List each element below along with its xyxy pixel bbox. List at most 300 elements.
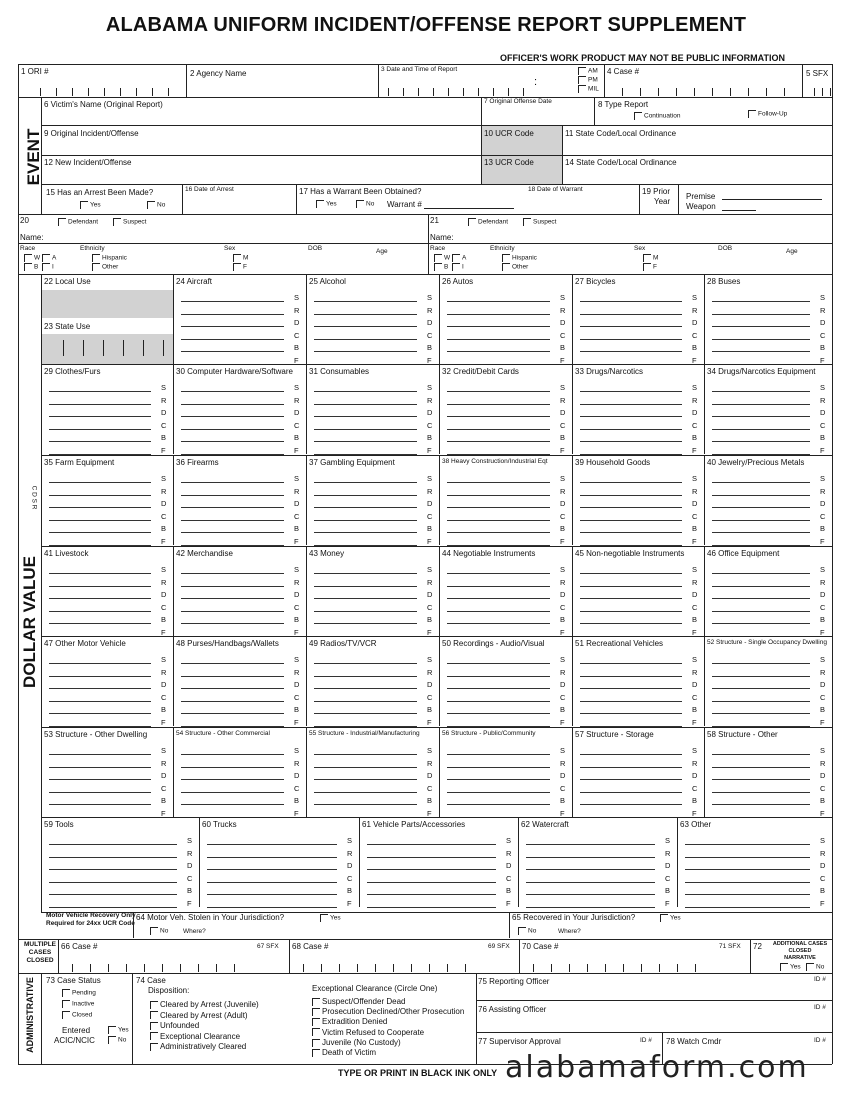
sex-m-checkbox[interactable] (643, 254, 651, 262)
property-30-computer-hardware-software-value-line[interactable] (181, 416, 284, 417)
property-59-tools-title: 59 Tools (44, 820, 74, 829)
property-60-trucks-value-line[interactable] (207, 844, 337, 845)
property-44-negotiable-instruments-value-line[interactable] (447, 598, 550, 599)
property-36-firearms-value-line[interactable] (181, 495, 284, 496)
property-57-structure-storage-value-line[interactable] (580, 804, 682, 805)
property-28-buses-value-line[interactable] (712, 339, 810, 340)
property-44-negotiable-instruments-value-line[interactable] (447, 623, 550, 624)
property-63-other-value-line[interactable] (685, 857, 810, 858)
property-37-gambling-equipment-value-line[interactable] (314, 482, 417, 483)
property-37-gambling-equipment-value-line[interactable] (314, 532, 417, 533)
property-50-recordings-audio-visual-value-line[interactable] (447, 701, 550, 702)
property-46-office-equipment-value-line[interactable] (712, 623, 810, 624)
property-53-structure-other-dwelling-value-line[interactable] (49, 792, 151, 793)
exceptional-clearance-checkbox[interactable] (312, 1049, 320, 1057)
race-i-checkbox[interactable] (452, 263, 460, 271)
property-56-structure-public-community-value-line[interactable] (447, 792, 550, 793)
property-63-other-value-line[interactable] (685, 894, 810, 895)
warrant-no-checkbox[interactable] (356, 200, 364, 208)
property-48-purses-handbags-wallets-value-line[interactable] (181, 701, 284, 702)
disposition-checkbox[interactable] (150, 1001, 158, 1009)
hispanic-checkbox[interactable] (92, 254, 100, 262)
mil-checkbox[interactable] (578, 85, 586, 93)
property-54-structure-other-commercial-letter: S (294, 746, 300, 755)
property-34-drugs-narcotics-equipment-value-line[interactable] (712, 391, 810, 392)
property-24-aircraft-value-line[interactable] (181, 314, 284, 315)
property-41-livestock-value-line[interactable] (49, 586, 151, 587)
property-25-alcohol-value-line[interactable] (314, 339, 417, 340)
property-32-credit-debit-cards-value-line[interactable] (447, 416, 550, 417)
sex-f-checkbox[interactable] (643, 263, 651, 271)
property-34-drugs-narcotics-equipment-value-line[interactable] (712, 429, 810, 430)
property-62-watercraft-value-line[interactable] (526, 844, 655, 845)
property-25-alcohol-value-line[interactable] (314, 326, 417, 327)
defendant-checkbox[interactable] (58, 218, 66, 226)
property-40-jewelry-precious-metals-value-line[interactable] (712, 495, 810, 496)
sfx-digit-tick (822, 88, 823, 96)
property-24-aircraft-value-line[interactable] (181, 339, 284, 340)
property-52-structure-single-occupancy-dwelling-value-line[interactable] (712, 701, 810, 702)
premise-label: Premise (686, 192, 716, 201)
property-38-heavy-construction-industrial-eqt-value-line[interactable] (447, 507, 550, 508)
property-49-radios-tv-vcr-value-line[interactable] (314, 688, 417, 689)
property-63-other-value-line[interactable] (685, 907, 810, 908)
property-55-structure-industrial-manufacturing-value-line[interactable] (314, 779, 417, 780)
property-51-recreational-vehicles-value-line[interactable] (580, 663, 682, 664)
property-34-drugs-narcotics-equipment-letter: C (820, 420, 826, 430)
property-24-aircraft-value-line[interactable] (181, 301, 284, 302)
property-38-heavy-construction-industrial-eqt-value-line[interactable] (447, 482, 550, 483)
property-42-merchandise-value-line[interactable] (181, 611, 284, 612)
property-49-radios-tv-vcr-value-line[interactable] (314, 701, 417, 702)
property-62-watercraft-value-line[interactable] (526, 907, 655, 908)
ethnicity-other-checkbox[interactable] (502, 263, 510, 271)
property-62-watercraft-value-line[interactable] (526, 882, 655, 883)
property-29-clothes-furs-value-line[interactable] (49, 391, 151, 392)
property-35-farm-equipment-letter: D (161, 499, 167, 508)
warrant-yes-checkbox[interactable] (316, 200, 324, 208)
property-49-radios-tv-vcr-value-line[interactable] (314, 676, 417, 677)
property-43-money-value-line[interactable] (314, 623, 417, 624)
property-50-recordings-audio-visual-value-line[interactable] (447, 688, 550, 689)
property-55-structure-industrial-manufacturing-title: 55 Structure - Industrial/Manufacturing (309, 730, 420, 737)
race-a-checkbox[interactable] (452, 254, 460, 262)
property-53-structure-other-dwelling-value-line[interactable] (49, 804, 151, 805)
property-51-recreational-vehicles-value-line[interactable] (580, 688, 682, 689)
property-52-structure-single-occupancy-dwelling-value-line[interactable] (712, 688, 810, 689)
property-46-office-equipment-value-line[interactable] (712, 611, 810, 612)
property-31-consumables-value-line[interactable] (314, 441, 417, 442)
property-40-jewelry-precious-metals-value-line[interactable] (712, 482, 810, 483)
race-w-checkbox[interactable] (24, 254, 32, 262)
property-54-structure-other-commercial-value-line[interactable] (181, 754, 284, 755)
property-57-structure-storage-value-line[interactable] (580, 779, 682, 780)
sex-m-checkbox[interactable] (233, 254, 241, 262)
property-43-money-value-line[interactable] (314, 573, 417, 574)
property-33-drugs-narcotics-value-line[interactable] (580, 391, 682, 392)
property-40-jewelry-precious-metals-value-line[interactable] (712, 507, 810, 508)
property-27-bicycles-value-line[interactable] (580, 351, 682, 352)
pm-checkbox[interactable] (578, 76, 586, 84)
property-58-structure-other-value-line[interactable] (712, 754, 810, 755)
property-61-vehicle-parts-accessories-value-line[interactable] (367, 882, 496, 883)
property-54-structure-other-commercial-title: 54 Structure - Other Commercial (176, 730, 270, 737)
property-57-structure-storage-value-line[interactable] (580, 767, 682, 768)
exceptional-clearance-checkbox[interactable] (312, 1039, 320, 1047)
property-61-vehicle-parts-accessories-letter: F (506, 898, 511, 908)
property-54-structure-other-commercial-letter: F (294, 808, 299, 818)
property-30-computer-hardware-software-value-line[interactable] (181, 441, 284, 442)
property-43-money-value-line[interactable] (314, 611, 417, 612)
defendant-label: Defendant (68, 218, 98, 226)
property-61-vehicle-parts-accessories-value-line[interactable] (367, 869, 496, 870)
property-60-trucks-value-line[interactable] (207, 869, 337, 870)
inactive-checkbox[interactable] (62, 1000, 70, 1008)
continuation-checkbox[interactable] (634, 112, 642, 120)
disposition-checkbox[interactable] (150, 1043, 158, 1051)
property-51-recreational-vehicles-value-line[interactable] (580, 701, 682, 702)
suspect-checkbox[interactable] (113, 218, 121, 226)
property-25-alcohol-letter: B (427, 343, 433, 352)
property-44-negotiable-instruments-value-line[interactable] (447, 586, 550, 587)
property-35-farm-equipment-value-line[interactable] (49, 520, 151, 521)
recovered-yes-checkbox[interactable] (660, 914, 668, 922)
arrest-no-checkbox[interactable] (147, 201, 155, 209)
property-59-tools-value-line[interactable] (49, 844, 177, 845)
property-33-drugs-narcotics-value-line[interactable] (580, 429, 682, 430)
case-digit-tick (569, 964, 570, 972)
property-36-firearms-value-line[interactable] (181, 482, 284, 483)
narrative-no-label: No (816, 963, 825, 971)
property-33-drugs-narcotics-value-line[interactable] (580, 441, 682, 442)
case-digit-tick (465, 964, 466, 972)
property-27-bicycles-value-line[interactable] (580, 326, 682, 327)
property-53-structure-other-dwelling-value-line[interactable] (49, 754, 151, 755)
property-41-livestock-value-line[interactable] (49, 598, 151, 599)
ethnicity-other-checkbox[interactable] (92, 263, 100, 271)
pending-checkbox[interactable] (62, 989, 70, 997)
race-w-checkbox[interactable] (434, 254, 442, 262)
property-35-farm-equipment-value-line[interactable] (49, 482, 151, 483)
arrest-yes-checkbox[interactable] (80, 201, 88, 209)
property-34-drugs-narcotics-equipment-letter: D (820, 408, 826, 417)
property-60-trucks-value-line[interactable] (207, 857, 337, 858)
property-52-structure-single-occupancy-dwelling-value-line[interactable] (712, 663, 810, 664)
property-54-structure-other-commercial-value-line[interactable] (181, 804, 284, 805)
suspect-checkbox[interactable] (523, 218, 531, 226)
property-60-trucks-value-line[interactable] (207, 907, 337, 908)
race-a-checkbox[interactable] (42, 254, 50, 262)
acic-yes-checkbox[interactable] (108, 1026, 116, 1034)
property-32-credit-debit-cards-value-line[interactable] (447, 429, 550, 430)
property-35-farm-equipment-value-line[interactable] (49, 495, 151, 496)
property-36-firearms-value-line[interactable] (181, 507, 284, 508)
property-46-office-equipment-value-line[interactable] (712, 573, 810, 574)
exceptional-clearance-checkbox[interactable] (312, 1008, 320, 1016)
sex-f-checkbox[interactable] (233, 263, 241, 271)
property-60-trucks-title: 60 Trucks (202, 820, 237, 829)
race-b-checkbox[interactable] (24, 263, 32, 271)
property-30-computer-hardware-software-value-line[interactable] (181, 391, 284, 392)
am-checkbox[interactable] (578, 67, 586, 75)
property-29-clothes-furs-value-line[interactable] (49, 429, 151, 430)
property-31-consumables-value-line[interactable] (314, 429, 417, 430)
property-51-recreational-vehicles-value-line[interactable] (580, 676, 682, 677)
narrative-no-checkbox[interactable] (806, 963, 814, 971)
property-63-other-value-line[interactable] (685, 844, 810, 845)
exceptional-clearance-title: Exceptional Clearance (Circle One) (312, 984, 438, 993)
property-40-jewelry-precious-metals-letter: C (820, 511, 826, 521)
narrative-yes-checkbox[interactable] (780, 963, 788, 971)
property-29-clothes-furs-value-line[interactable] (49, 416, 151, 417)
property-49-radios-tv-vcr-value-line[interactable] (314, 663, 417, 664)
property-33-drugs-narcotics-value-line[interactable] (580, 416, 682, 417)
property-25-alcohol-value-line[interactable] (314, 301, 417, 302)
property-32-credit-debit-cards-value-line[interactable] (447, 441, 550, 442)
property-42-merchandise-letter: S (294, 565, 300, 574)
property-37-gambling-equipment-letter: S (427, 474, 433, 483)
property-60-trucks-letter: B (347, 886, 353, 895)
property-26-autos-value-line[interactable] (447, 301, 550, 302)
property-30-computer-hardware-software-value-line[interactable] (181, 404, 284, 405)
property-47-other-motor-vehicle-value-line[interactable] (49, 676, 151, 677)
property-39-household-goods-value-line[interactable] (580, 495, 682, 496)
property-41-livestock-value-line[interactable] (49, 611, 151, 612)
exceptional-clearance-checkbox[interactable] (312, 1028, 320, 1036)
property-30-computer-hardware-software-letter: B (294, 433, 300, 442)
property-59-tools-value-line[interactable] (49, 882, 177, 883)
race-i-checkbox[interactable] (42, 263, 50, 271)
property-26-autos-value-line[interactable] (447, 314, 550, 315)
closed-checkbox[interactable] (62, 1011, 70, 1019)
property-47-other-motor-vehicle-value-line[interactable] (49, 701, 151, 702)
property-59-tools-value-line[interactable] (49, 907, 177, 908)
property-52-structure-single-occupancy-dwelling-value-line[interactable] (712, 676, 810, 677)
property-62-watercraft-value-line[interactable] (526, 857, 655, 858)
property-50-recordings-audio-visual-value-line[interactable] (447, 713, 550, 714)
property-45-non-negotiable-instruments-value-line[interactable] (580, 586, 682, 587)
property-28-buses-value-line[interactable] (712, 301, 810, 302)
property-58-structure-other-value-line[interactable] (712, 767, 810, 768)
exceptional-clearance-checkbox[interactable] (312, 1018, 320, 1026)
property-45-non-negotiable-instruments-value-line[interactable] (580, 623, 682, 624)
property-37-gambling-equipment-value-line[interactable] (314, 495, 417, 496)
property-43-money-value-line[interactable] (314, 598, 417, 599)
property-60-trucks-value-line[interactable] (207, 894, 337, 895)
property-57-structure-storage-value-line[interactable] (580, 792, 682, 793)
property-56-structure-public-community-value-line[interactable] (447, 804, 550, 805)
property-32-credit-debit-cards-value-line[interactable] (447, 391, 550, 392)
exceptional-clearance-checkbox[interactable] (312, 998, 320, 1006)
property-54-structure-other-commercial-value-line[interactable] (181, 779, 284, 780)
property-25-alcohol-value-line[interactable] (314, 351, 417, 352)
defendant-label: Defendant (478, 218, 508, 226)
property-54-structure-other-commercial-letter: B (294, 796, 300, 805)
property-48-purses-handbags-wallets-value-line[interactable] (181, 688, 284, 689)
property-35-farm-equipment-value-line[interactable] (49, 532, 151, 533)
property-61-vehicle-parts-accessories-value-line[interactable] (367, 907, 496, 908)
property-25-alcohol-value-line[interactable] (314, 314, 417, 315)
property-54-structure-other-commercial-value-line[interactable] (181, 792, 284, 793)
property-57-structure-storage-letter: D (692, 771, 698, 780)
property-39-household-goods-value-line[interactable] (580, 507, 682, 508)
property-42-merchandise-value-line[interactable] (181, 598, 284, 599)
property-31-consumables-value-line[interactable] (314, 404, 417, 405)
property-53-structure-other-dwelling-value-line[interactable] (49, 767, 151, 768)
ori-digit-tick (40, 88, 41, 96)
property-50-recordings-audio-visual-value-line[interactable] (447, 676, 550, 677)
property-40-jewelry-precious-metals-value-line[interactable] (712, 532, 810, 533)
property-42-merchandise-value-line[interactable] (181, 573, 284, 574)
disposition-checkbox[interactable] (150, 1011, 158, 1019)
property-55-structure-industrial-manufacturing-value-line[interactable] (314, 767, 417, 768)
property-46-office-equipment-value-line[interactable] (712, 598, 810, 599)
property-28-buses-value-line[interactable] (712, 351, 810, 352)
property-36-firearms-value-line[interactable] (181, 532, 284, 533)
property-47-other-motor-vehicle-letter: D (161, 680, 167, 689)
property-41-livestock-letter: F (161, 627, 166, 637)
acic-no-checkbox[interactable] (108, 1036, 116, 1044)
property-57-structure-storage-value-line[interactable] (580, 754, 682, 755)
property-59-tools-value-line[interactable] (49, 869, 177, 870)
property-46-office-equipment-value-line[interactable] (712, 586, 810, 587)
property-62-watercraft-value-line[interactable] (526, 894, 655, 895)
property-42-merchandise-value-line[interactable] (181, 586, 284, 587)
property-48-purses-handbags-wallets-value-line[interactable] (181, 676, 284, 677)
property-59-tools-value-line[interactable] (49, 857, 177, 858)
recovered-no-checkbox[interactable] (518, 927, 526, 935)
property-33-drugs-narcotics-value-line[interactable] (580, 404, 682, 405)
property-63-other-value-line[interactable] (685, 869, 810, 870)
property-45-non-negotiable-instruments-value-line[interactable] (580, 573, 682, 574)
property-28-buses-value-line[interactable] (712, 326, 810, 327)
property-58-structure-other-value-line[interactable] (712, 804, 810, 805)
stolen-no-checkbox[interactable] (150, 927, 158, 935)
property-47-other-motor-vehicle-value-line[interactable] (49, 688, 151, 689)
stolen-yes-checkbox[interactable] (320, 914, 328, 922)
property-60-trucks-value-line[interactable] (207, 882, 337, 883)
property-55-structure-industrial-manufacturing-value-line[interactable] (314, 754, 417, 755)
property-29-clothes-furs-value-line[interactable] (49, 404, 151, 405)
property-63-other-value-line[interactable] (685, 882, 810, 883)
property-53-structure-other-dwelling-value-line[interactable] (49, 779, 151, 780)
property-41-livestock-value-line[interactable] (49, 573, 151, 574)
property-54-structure-other-commercial-value-line[interactable] (181, 767, 284, 768)
property-55-structure-industrial-manufacturing-value-line[interactable] (314, 804, 417, 805)
property-26-autos-letter: C (560, 330, 566, 340)
property-41-livestock-value-line[interactable] (49, 623, 151, 624)
property-48-purses-handbags-wallets-value-line[interactable] (181, 713, 284, 714)
property-43-money-value-line[interactable] (314, 586, 417, 587)
property-24-aircraft-value-line[interactable] (181, 326, 284, 327)
suspect-label: Suspect (533, 218, 557, 226)
property-34-drugs-narcotics-equipment-value-line[interactable] (712, 416, 810, 417)
hispanic-checkbox[interactable] (502, 254, 510, 262)
property-26-autos-value-line[interactable] (447, 351, 550, 352)
property-26-autos-value-line[interactable] (447, 339, 550, 340)
property-34-drugs-narcotics-equipment-value-line[interactable] (712, 404, 810, 405)
property-26-autos-value-line[interactable] (447, 326, 550, 327)
disposition-checkbox[interactable] (150, 1032, 158, 1040)
property-30-computer-hardware-software-value-line[interactable] (181, 429, 284, 430)
defendant-checkbox[interactable] (468, 218, 476, 226)
property-29-clothes-furs-value-line[interactable] (49, 441, 151, 442)
property-40-jewelry-precious-metals-value-line[interactable] (712, 520, 810, 521)
property-44-negotiable-instruments-value-line[interactable] (447, 611, 550, 612)
property-38-heavy-construction-industrial-eqt-value-line[interactable] (447, 495, 550, 496)
property-35-farm-equipment-letter: R (161, 486, 167, 496)
property-56-structure-public-community-value-line[interactable] (447, 779, 550, 780)
property-35-farm-equipment-letter: B (161, 524, 167, 533)
follow-up-checkbox[interactable] (748, 110, 756, 118)
property-40-jewelry-precious-metals-letter: R (820, 486, 826, 496)
property-50-recordings-audio-visual-value-line[interactable] (447, 663, 550, 664)
property-28-buses-value-line[interactable] (712, 314, 810, 315)
state-code-14-label: 14 State Code/Local Ordinance (565, 158, 677, 167)
case-digit-tick (303, 964, 304, 972)
property-62-watercraft-value-line[interactable] (526, 869, 655, 870)
property-37-gambling-equipment-value-line[interactable] (314, 507, 417, 508)
arrest-made-label: 15 Has an Arrest Been Made? (46, 188, 154, 197)
property-39-household-goods-letter: S (692, 474, 698, 483)
property-39-household-goods-value-line[interactable] (580, 532, 682, 533)
property-63-other-letter: R (820, 848, 826, 858)
property-56-structure-public-community-letter: C (560, 783, 566, 793)
property-32-credit-debit-cards-value-line[interactable] (447, 404, 550, 405)
property-56-structure-public-community-value-line[interactable] (447, 754, 550, 755)
property-39-household-goods-value-line[interactable] (580, 482, 682, 483)
property-34-drugs-narcotics-equipment-value-line[interactable] (712, 441, 810, 442)
property-58-structure-other-value-line[interactable] (712, 792, 810, 793)
property-47-other-motor-vehicle-value-line[interactable] (49, 713, 151, 714)
acic-yes-label: Yes (118, 1026, 129, 1034)
property-45-non-negotiable-instruments-value-line[interactable] (580, 611, 682, 612)
property-45-non-negotiable-instruments-value-line[interactable] (580, 598, 682, 599)
property-49-radios-tv-vcr-letter: D (427, 680, 433, 689)
property-59-tools-value-line[interactable] (49, 894, 177, 895)
property-61-vehicle-parts-accessories-value-line[interactable] (367, 857, 496, 858)
race-b-checkbox[interactable] (434, 263, 442, 271)
property-43-money-title: 43 Money (309, 549, 345, 558)
property-58-structure-other-value-line[interactable] (712, 779, 810, 780)
property-38-heavy-construction-industrial-eqt-value-line[interactable] (447, 520, 550, 521)
property-27-bicycles-value-line[interactable] (580, 339, 682, 340)
property-36-firearms-value-line[interactable] (181, 520, 284, 521)
property-24-aircraft-value-line[interactable] (181, 351, 284, 352)
property-31-consumables-value-line[interactable] (314, 391, 417, 392)
property-61-vehicle-parts-accessories-value-line[interactable] (367, 844, 496, 845)
property-44-negotiable-instruments-value-line[interactable] (447, 573, 550, 574)
property-51-recreational-vehicles-value-line[interactable] (580, 713, 682, 714)
property-37-gambling-equipment-value-line[interactable] (314, 520, 417, 521)
property-34-drugs-narcotics-equipment-letter: B (820, 433, 826, 442)
property-55-structure-industrial-manufacturing-value-line[interactable] (314, 792, 417, 793)
disposition-checkbox[interactable] (150, 1022, 158, 1030)
property-27-bicycles-value-line[interactable] (580, 314, 682, 315)
property-39-household-goods-value-line[interactable] (580, 520, 682, 521)
property-42-merchandise-value-line[interactable] (181, 623, 284, 624)
property-35-farm-equipment-value-line[interactable] (49, 507, 151, 508)
property-49-radios-tv-vcr-value-line[interactable] (314, 713, 417, 714)
property-56-structure-public-community-value-line[interactable] (447, 767, 550, 768)
property-48-purses-handbags-wallets-value-line[interactable] (181, 663, 284, 664)
property-38-heavy-construction-industrial-eqt-value-line[interactable] (447, 532, 550, 533)
property-27-bicycles-value-line[interactable] (580, 301, 682, 302)
property-52-structure-single-occupancy-dwelling-value-line[interactable] (712, 713, 810, 714)
property-47-other-motor-vehicle-value-line[interactable] (49, 663, 151, 664)
property-31-consumables-value-line[interactable] (314, 416, 417, 417)
property-61-vehicle-parts-accessories-value-line[interactable] (367, 894, 496, 895)
